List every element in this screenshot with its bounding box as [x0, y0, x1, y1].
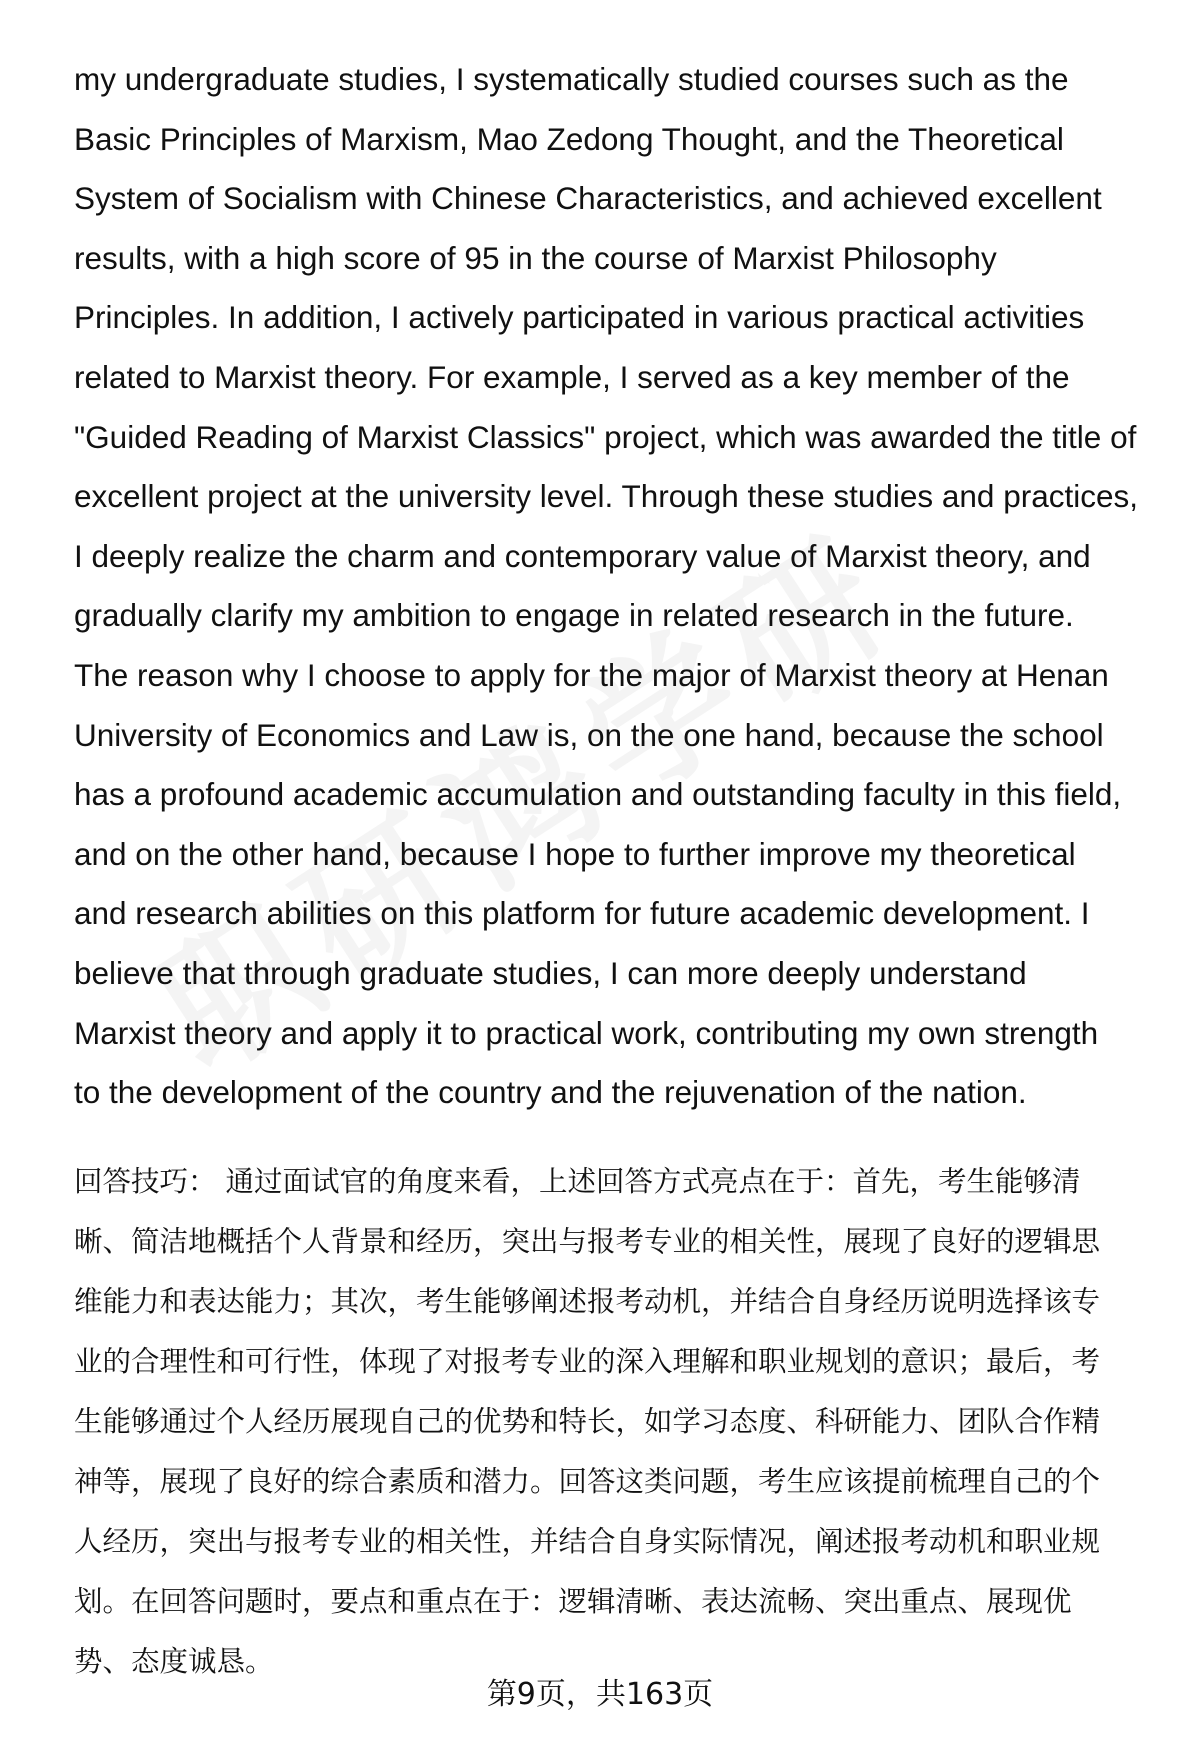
paragraph-line: has a profound academic accumulation and outstanding faculty in this field,: [74, 776, 1122, 813]
answer-tips-paragraph: [74, 1152, 1154, 1692]
paragraph-line: excellent project at the university level. Through these studies and practices,: [74, 478, 1139, 515]
paragraph-line: and on the other hand, because I hope to further improve my theoretical: [74, 835, 1076, 872]
tips-line: 回答技巧： 通过面试官的角度来看，上述回答方式亮点在于：首先，考生能够清: [74, 1165, 1081, 1198]
paragraph-line: and research abilities on this platform for future academic development. I: [74, 895, 1090, 932]
paragraph-line: my undergraduate studies, I systematically studied courses such as the: [74, 61, 1069, 97]
paragraph-line: I deeply realize the charm and contemporary value of Marxist theory, and: [74, 537, 1091, 574]
tips-line: 业的合理性和可行性，体现了对报考专业的深入理解和职业规划的意识；最后，考: [74, 1345, 1101, 1378]
tips-line: 晰、简洁地概括个人背景和经历，突出与报考专业的相关性，展现了良好的逻辑思: [74, 1225, 1101, 1258]
paragraph-line: Basic Principles of Marxism, Mao Zedong Thought, and the Theoretical: [74, 120, 1064, 157]
tips-line: 维能力和表达能力；其次，考生能够阐述报考动机，并结合自身经历说明选择该专: [74, 1285, 1101, 1318]
tips-line: 神等，展现了良好的综合素质和潜力。回答这类问题，考生应该提前梳理自己的个: [74, 1465, 1101, 1498]
paragraph-line: The reason why I choose to apply for the major of Marxist theory at Henan: [74, 656, 1109, 693]
page-number-footer: 第9页，共163页: [486, 1677, 714, 1712]
paragraph-line: results, with a high score of 95 in the course of Marxist Philosophy: [74, 239, 997, 276]
paragraph-line: Marxist theory and apply it to practical work, contributing my own strength: [74, 1014, 1099, 1051]
paragraph-line: gradually clarify my ambition to engage in related research in the future.: [74, 597, 1074, 634]
paragraph-line: to the development of the country and the rejuvenation of the nation.: [74, 1074, 1027, 1111]
tips-line: 生能够通过个人经历展现自己的优势和特长，如学习态度、科研能力、团队合作精: [74, 1405, 1101, 1438]
english-answer-paragraph: [74, 50, 1172, 1123]
paragraph-line: Principles. In addition, I actively participated in various practical activities: [74, 299, 1085, 336]
paragraph-line: "Guided Reading of Marxist Classics" project, which was awarded the title of: [74, 418, 1137, 455]
paragraph-line: System of Socialism with Chinese Characteristics, and achieved excellent: [74, 180, 1102, 217]
paragraph-line: University of Economics and Law is, on the one hand, because the school: [74, 716, 1104, 753]
tips-line: 人经历，突出与报考专业的相关性，并结合自身实际情况，阐述报考动机和职业规: [74, 1525, 1101, 1558]
tips-line: 势、态度诚恳。: [74, 1645, 274, 1678]
paragraph-line: believe that through graduate studies, I can more deeply understand: [74, 954, 1027, 991]
tips-line: 划。在回答问题时，要点和重点在于：逻辑清晰、表达流畅、突出重点、展现优: [74, 1585, 1072, 1618]
paragraph-line: related to Marxist theory. For example, I served as a key member of the: [74, 358, 1070, 395]
